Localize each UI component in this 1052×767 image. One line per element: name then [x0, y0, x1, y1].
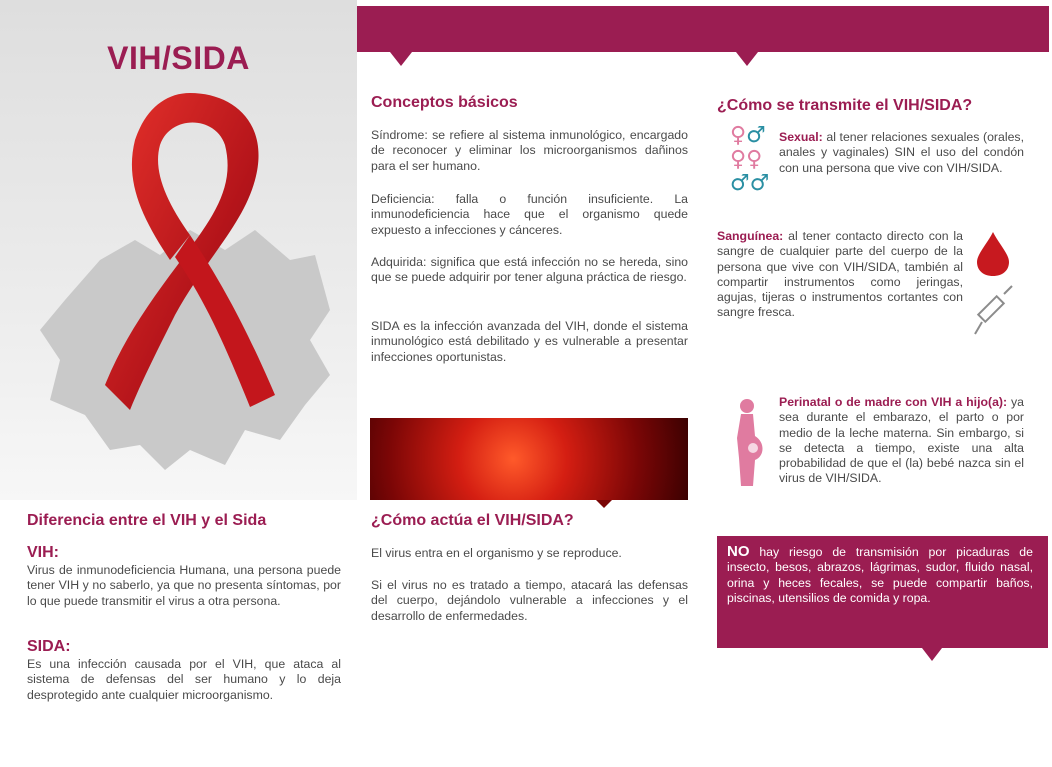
conceptos-deficiencia: Deficiencia: falla o función insuficiente. La inmunodeficiencia hace que el organismo quede expuesto a infecciones y cánceres.	[371, 192, 688, 237]
vih-text: Virus de inmunodeficiencia Humana, una persona puede tener VIH y no saberlo, ya que no presenta síntomas, por lo que puede transmitir el virus a otra persona.	[27, 563, 341, 608]
transmite-heading: ¿Cómo se transmite el VIH/SIDA?	[717, 97, 973, 114]
image-notch	[596, 500, 612, 508]
sexual-text: Sexual: al tener relaciones sexuales (orales, anales y vaginales) SIN el uso del condón con una persona que vive con VIH/SIDA.	[779, 130, 1024, 175]
vih-label: VIH:	[27, 544, 59, 561]
conceptos-sida: SIDA es la infección avanzada del VIH, donde el sistema inmunológico está debilitado y es vulnerable a presentar infecciones oportunistas.	[371, 319, 688, 364]
sida-label: SIDA:	[27, 638, 71, 655]
pregnant-woman-icon	[727, 398, 767, 488]
band-notch-left	[390, 52, 412, 66]
band-notch-right	[736, 52, 758, 66]
virus-cells-image	[370, 418, 688, 500]
sida-text: Es una infección causada por el VIH, que ataca al sistema de defensas del ser humano y lo deja desprotegido ante cualquier microorganismo.	[27, 657, 341, 702]
top-header-band	[357, 6, 1049, 52]
no-risk-text: NO hay riesgo de transmisión por picaduras de insecto, besos, abrazos, lágrimas, sudor, fluido nasal, orina y heces fecales, se puede compartir baños, piscinas, utensilios de comida y ropa.	[727, 543, 1033, 605]
main-title: VIH/SIDA	[107, 40, 250, 76]
red-ribbon-image	[95, 85, 285, 415]
no-risk-box	[717, 536, 1048, 648]
blood-drop-icon	[975, 230, 1011, 278]
gender-symbols-icon: ♀♂ ♀♀ ♂♂	[730, 123, 770, 196]
diferencia-heading: Diferencia entre el VIH y el Sida	[27, 512, 267, 529]
actua-p2: Si el virus no es tratado a tiempo, atacará las defensas del cuerpo, dejándolo vulnerable a infecciones y el desarrollo de enfermedades.	[371, 578, 688, 623]
conceptos-heading: Conceptos básicos	[371, 94, 518, 111]
conceptos-sindrome: Síndrome: se refiere al sistema inmunológico, encargado de reconocer y eliminar los microorganismos dañinos para el ser humano.	[371, 128, 688, 173]
box-notch	[922, 648, 942, 661]
syringe-icon	[972, 282, 1016, 338]
perinatal-text: Perinatal o de madre con VIH a hijo(a): ya sea durante el embarazo, el parto o por medio de la leche materna. Sin embargo, si se detecta a tiempo, existe una alta probabilidad de que el (la) bebé nazca sin el virus de VIH/SIDA.	[779, 395, 1025, 486]
sanguinea-text: Sanguínea: al tener contacto directo con la sangre de cualquier parte del cuerpo de la persona que vive con VIH/SIDA, también al compartir instrumentos como jeringas, agujas, tijeras o instrumentos cortantes con sangre fresca.	[717, 229, 963, 320]
actua-heading: ¿Cómo actúa el VIH/SIDA?	[371, 512, 574, 529]
conceptos-adquirida: Adquirida: significa que está infección no se hereda, sino que se puede adquirir por tener alguna práctica de riesgo.	[371, 255, 688, 285]
actua-p1: El virus entra en el organismo y se reproduce.	[371, 546, 622, 560]
